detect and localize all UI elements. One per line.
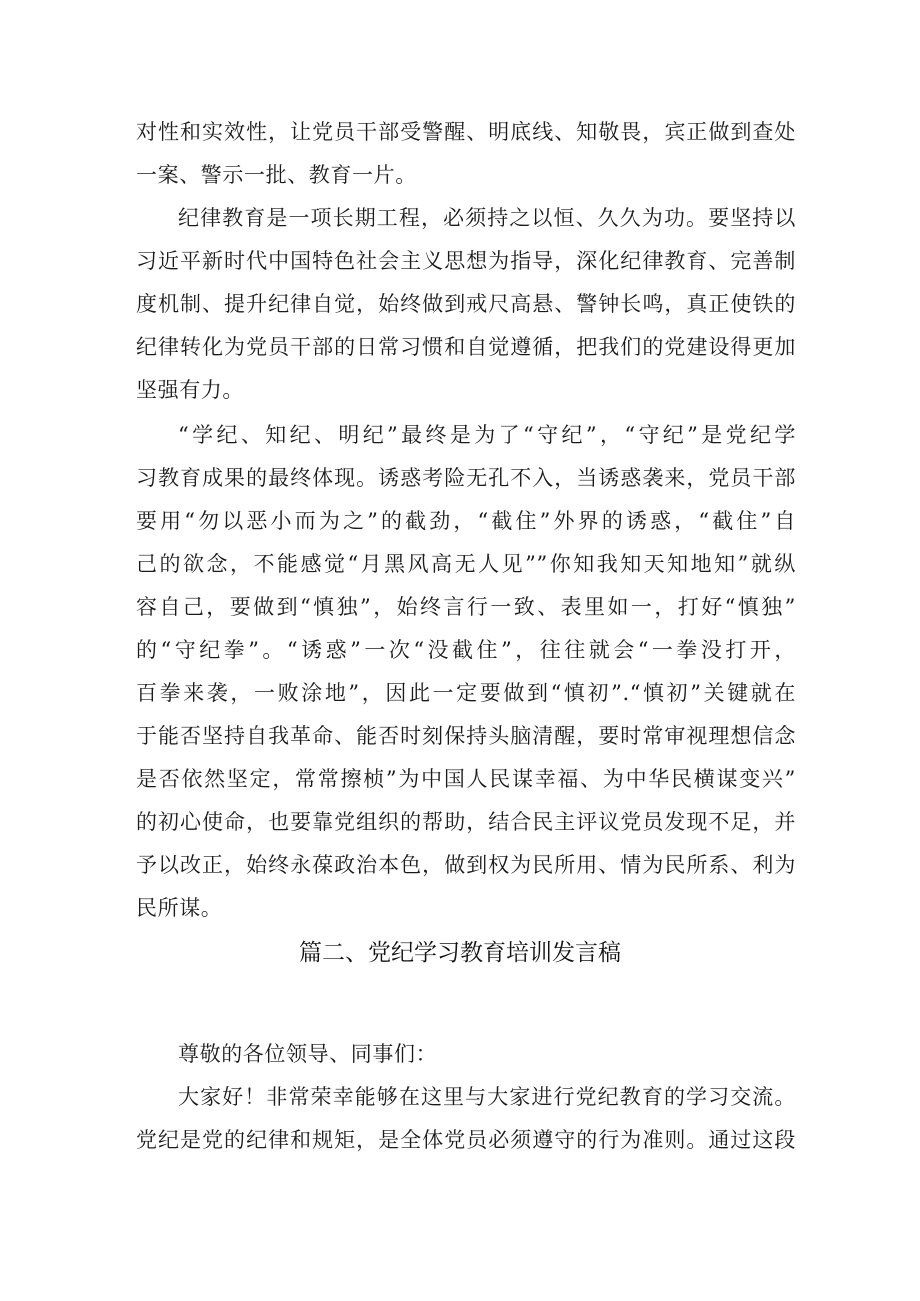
paragraph-3-line-12: 民所谋。 [136, 896, 223, 920]
paragraph-4-line-1: 大家好！非常荣幸能够在这里与大家进行党纪教育的学习交流。 [178, 1085, 796, 1109]
paragraph-3-line-10: 的初心使命，也要靠党组织的帮助，结合民主评议党员发现不足，并 [136, 810, 796, 834]
paragraph-3-line-7: 百拳来袭，一败涂地”，因此一定要做到“慎初”.“慎初”关键就在 [136, 681, 796, 705]
paragraph-3-line-6: 的“守纪拳”。“诱惑”一次“没截住”，往往就会“一拳没打开， [136, 638, 796, 662]
paragraph-1-line-1: 对性和实效性，让党员干部受警醒、明底线、知敬畏，宾正做到查处 [136, 120, 796, 144]
paragraph-2-line-5: 坚强有力。 [136, 378, 244, 402]
paragraph-4-line-2: 党纪是党的纪律和规矩，是全体党员必须遵守的行为准则。通过这段 [136, 1128, 796, 1152]
paragraph-3-line-8: 于能否坚持自我革命、能否时刻保持头脑清醒，要时常审视理想信念 [136, 724, 796, 748]
paragraph-3-line-5: 容自己，要做到“慎独”，始终言行一致、表里如一，打好“慎独” [136, 595, 796, 619]
section-title: 篇二、党纪学习教育培训发言稿 [299, 940, 621, 966]
paragraph-3-line-2: 习教育成果的最终体现。诱惑考险无孔不入，当诱惑袭来，党员干部 [136, 466, 796, 490]
paragraph-2-line-4: 纪律转化为党员干部的日常习惯和自觉遵循，把我们的党建设得更加 [136, 335, 796, 359]
paragraph-3-line-4: 己的欲念，不能感觉“月黑风高无人见””你知我知天知地知”就纵 [136, 552, 796, 576]
paragraph-3-line-9: 是否依然坚定，常常擦桢”为中国人民谋幸福、为中华民横谋变兴” [136, 767, 796, 791]
paragraph-2-line-3: 度机制、提升纪律自觉，始终做到戒尺高悬、警钟长鸣，真正使铁的 [136, 292, 796, 316]
paragraph-2-line-1: 纪律教育是一项长期工程，必须持之以恒、久久为功。要坚持以 [178, 206, 796, 230]
paragraph-2-line-2: 习近平新时代中国特色社会主义思想为指导，深化纪律教育、完善制 [136, 249, 796, 273]
salutation: 尊敬的各位领导、同事们： [178, 1042, 438, 1066]
paragraph-3-line-3: 要用“勿以恶小而为之”的截劲，“截住”外界的诱惑，“截住”自 [136, 509, 796, 533]
paragraph-3-line-1: “学纪、知纪、明纪”最终是为了“守纪”，“守纪”是党纪学 [178, 423, 796, 447]
paragraph-3-line-11: 予以改正，始终永葆政治本色，做到权为民所用、情为民所系、利为 [136, 853, 796, 877]
paragraph-1-line-2: 一案、警示一批、教育一片。 [136, 163, 417, 187]
